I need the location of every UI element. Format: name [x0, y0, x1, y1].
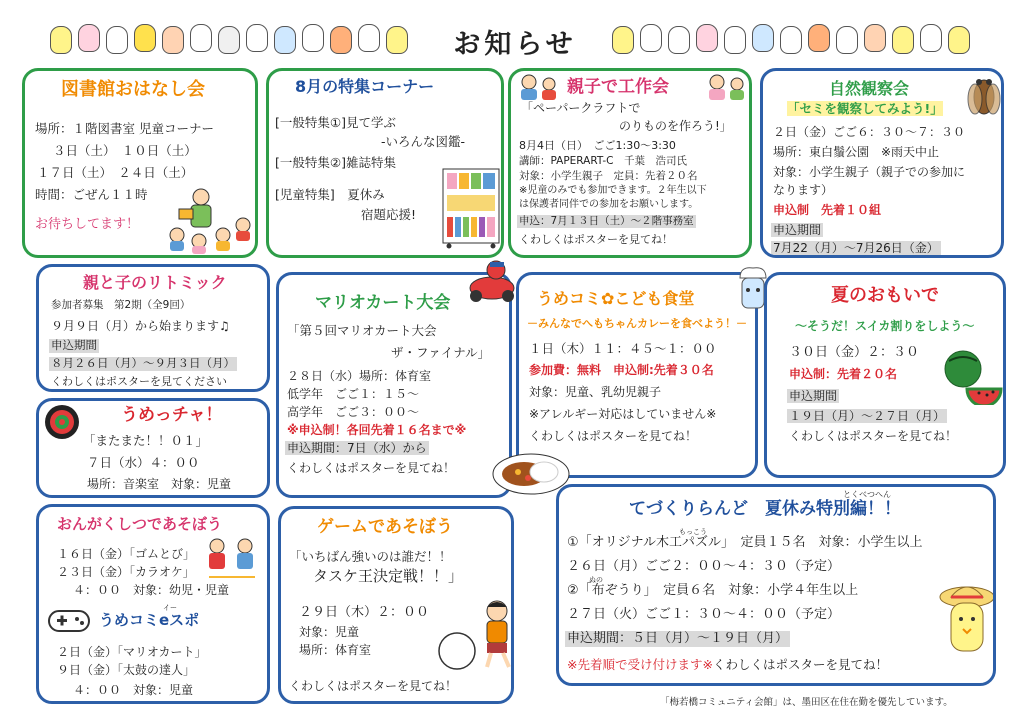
craft-poster: くわしくはポスターを見てね！: [519, 233, 673, 246]
esports-ruby: イー: [163, 604, 177, 612]
rhythmic-period-label: 申込期間: [51, 338, 97, 352]
music-line-5: ９日（金）「太鼓の達人」: [57, 663, 196, 677]
kitchen-poster: くわしくはポスターを見てね！: [529, 429, 698, 443]
rhythmic-start: ９月９日（月）から始まります♫: [51, 319, 230, 333]
handmade-title-d: ！！: [867, 499, 901, 519]
boy-running-illustration: [477, 599, 514, 671]
special-item-3b: 宿題応援!: [361, 207, 417, 222]
nature-title: 自然観察会: [829, 79, 910, 98]
mario-low: 低学年 ごご１：１５～: [287, 387, 420, 401]
mario-high: 高学年 ごご３：００～: [287, 405, 420, 419]
music-line-4: ２日（金）「マリオカート」: [57, 645, 207, 659]
craft-apply: 申込：7月１３日（土）～２階事務室: [519, 215, 694, 227]
craft-sub-2: のりものを作ろう!」: [619, 119, 732, 133]
music-box: [36, 504, 270, 704]
kids-playing-illustration: [203, 537, 263, 581]
mario-title: マリオカート大会: [315, 293, 451, 313]
handmade-title: [629, 499, 901, 519]
craft-note-2: は保護者同伴での参加をお願いします。: [519, 199, 699, 210]
handmade-title-c: 特別編: [816, 499, 867, 519]
craft-title: 親子で工作会: [567, 77, 669, 97]
nature-period-label: 申込期間: [773, 223, 822, 237]
header-mascots-left: [50, 22, 420, 56]
story-time-illustration: [165, 183, 255, 255]
library-title: 図書館おはなし会: [61, 79, 205, 100]
game-target: 対象：児童: [299, 625, 360, 639]
handmade-line-3a: ②「: [567, 583, 592, 598]
nature-target-2: なります）: [773, 183, 834, 197]
kitchen-title: うめコミ✿こども食堂: [537, 289, 695, 308]
handmade-title-a: てづくりらんど: [629, 499, 748, 519]
library-dates-1: ３日（土） １０日（土）: [53, 143, 197, 158]
handmade-line-1-ruby: もっこう: [679, 528, 707, 536]
game-title: ゲームであそぼう: [317, 517, 453, 537]
summer-period: １９日（月）～２７日（月）: [789, 409, 946, 423]
summer-title: 夏のおもいで: [831, 285, 939, 306]
parents-illustration-right: [703, 73, 751, 101]
summer-date: ３０日（金）２：３０: [789, 345, 920, 360]
umechya-date: ７日（水）４：００: [87, 455, 200, 470]
music-title: おんがくしつであそぼう: [57, 515, 223, 533]
header-mascots-right: [612, 22, 982, 56]
handmade-note-poster: くわしくはポスターを見てね！: [712, 657, 888, 672]
game-poster: くわしくはポスターを見てね！: [289, 679, 458, 693]
nature-apply: 申込制 先着１０組: [773, 203, 882, 217]
summer-box: [764, 272, 1006, 478]
craft-box: [508, 68, 752, 258]
handmade-title-ruby: とくべつへん: [843, 490, 891, 499]
bookshelf-illustration: [441, 167, 501, 249]
umechya-box: [36, 398, 270, 498]
handmade-line-2: ２６日（月）ごご２：００～４：３０（予定）: [567, 559, 841, 574]
special-item-1: [一般特集①]見て学ぶ: [275, 115, 396, 130]
rhythmic-period: ８月２６日（月）～９月３日（月）: [51, 356, 235, 370]
umechya-sub: 「またまた！！０１」: [83, 433, 209, 448]
craft-date: 8月4日（日） ごご1:30～3:30: [519, 139, 676, 152]
handmade-box: [556, 484, 996, 686]
watermelon-icon: [939, 341, 1003, 405]
summer-sub: ～そうだ！スイカ割りをしよう～: [795, 319, 975, 333]
ball-icon: [437, 631, 477, 671]
library-box: [22, 68, 258, 258]
footer-note: 「梅若橋コミュニティ会館」は、墨田区在住在勤を優先しています。: [660, 697, 953, 708]
kitchen-allergy: ※アレルギー対応はしていません※: [529, 407, 717, 421]
mario-poster: くわしくはポスターを見てね！: [287, 461, 456, 475]
mario-sub-2: ザ・ファイナル」: [391, 345, 491, 360]
handmade-line-3k: 布: [591, 583, 605, 598]
music-line-1: １６日（金）「ゴムとび」: [57, 547, 196, 561]
nature-date: ２日（金）ごご６：３０～７：３０: [773, 125, 966, 139]
nature-place: 場所：東白鬚公園 ※雨天中止: [773, 145, 940, 159]
handmade-line-3b: ぞうり」 定員６名 対象：小学４年生以上: [604, 583, 859, 598]
library-wait: お待ちしてます！: [35, 217, 140, 232]
handmade-notes: [567, 657, 888, 672]
summer-poster: くわしくはポスターを見てね！: [789, 429, 958, 443]
craft-sub-1: 「ペーパークラフトで: [521, 101, 641, 115]
kitchen-sub: －みんなでへもちゃんカレーを食べよう！－: [527, 317, 747, 330]
nature-box: [760, 68, 1004, 258]
summer-period-label: 申込期間: [789, 389, 838, 403]
special-item-3a: [児童特集] 夏休み: [275, 187, 385, 202]
library-place: 場所：１階図書室 児童コーナー: [35, 121, 214, 136]
kitchen-fee: 参加費：無料 申込制:先着３０名: [529, 363, 714, 377]
music-line-6: ４：００ 対象：児童: [73, 683, 194, 697]
kitchen-date: １日（木）１１：４５～１：００: [529, 341, 717, 356]
special-corner-box: [266, 68, 504, 258]
special-title: 8月の特集コーナー: [295, 77, 435, 96]
music-line-2: ２３日（金）「カラオケ」: [57, 565, 195, 579]
handmade-title-b: 夏休み: [765, 499, 816, 519]
game-box: [278, 506, 514, 704]
handmade-line-1b: パズル」 定員１５名 対象：小学生以上: [682, 535, 923, 550]
mario-sub-1: 「第５回マリオカート大会: [287, 323, 437, 338]
craft-target: 対象：小学生親子 定員：先着２０名: [519, 170, 698, 182]
handmade-line-4: ２７日（火）ごご１：３０～４：００（予定）: [567, 607, 841, 622]
hat-mascot-illustration: [939, 579, 995, 667]
special-item-1b: -いろんな図鑑-: [381, 134, 466, 149]
mario-period: 申込期間：7日（水）から: [287, 441, 427, 455]
handmade-line-3-ruby: ぬの: [589, 576, 603, 584]
rhythmic-poster: くわしくはポスターを見てください: [51, 375, 227, 388]
summer-apply: 申込制：先着２０名: [789, 367, 898, 381]
parents-illustration-left: [515, 73, 563, 101]
kart-icon: [466, 258, 518, 304]
handmade-line-1: [567, 535, 923, 551]
umechya-place: 場所：音楽室 対象：児童: [87, 477, 232, 491]
esports-title: うめコミeスポ: [99, 611, 200, 629]
mario-date: ２８日（水）場所：体育室: [287, 369, 432, 383]
nature-target-1: 対象：小学生親子（親子での参加に: [773, 165, 966, 179]
page-title: お知らせ: [453, 29, 577, 60]
cicada-icon: [965, 73, 1003, 119]
mario-limit: ※申込制！各回先着１６名まで※: [287, 423, 467, 437]
rhythmic-title: 親と子のリトミック: [83, 273, 227, 292]
handmade-line-1k: 木工: [656, 535, 683, 550]
handmade-note-red: ※先着順で受け付けます※: [567, 657, 713, 672]
game-date: ２９日（木）２：００: [299, 605, 430, 620]
library-time: 時間：ごぜん１１時: [35, 187, 148, 202]
music-line-3: ４：００ 対象：幼児・児童: [73, 583, 230, 597]
umechya-title: うめっチャ！: [121, 405, 223, 425]
nature-period: 7月22（月）～7月26日（金）: [773, 241, 939, 255]
mario-box: [276, 272, 512, 498]
rhythmic-recruit: 参加者募集 第2期（全9回）: [51, 299, 191, 311]
handmade-line-3: [567, 583, 858, 599]
game-sub-2: タスケ王決定戦！！」: [313, 567, 464, 585]
craft-teacher: 講師：PAPERART-C 千葉 浩司氏: [519, 155, 687, 167]
game-controller-icon: [47, 607, 91, 635]
special-item-2: [一般特集②]雑誌特集: [275, 155, 396, 170]
game-place: 場所：体育室: [299, 643, 372, 657]
kitchen-target: 対象：児童、乳幼児親子: [529, 385, 662, 399]
library-dates-2: １７日（土） ２４日（土）: [37, 165, 194, 180]
dart-board-icon: [43, 403, 81, 441]
game-sub-1: 「いちばん強いのは誰だ！！: [289, 549, 452, 564]
craft-note-1: ※児童のみでも参加できます。２年生以下: [519, 185, 707, 196]
handmade-period: 申込期間：５日（月）～１９日（月）: [567, 631, 789, 646]
handmade-line-1a: ①「オリジナル: [567, 535, 657, 550]
rhythmic-box: [36, 264, 270, 392]
nature-sub: 「セミを観察してみよう!」: [787, 101, 943, 116]
